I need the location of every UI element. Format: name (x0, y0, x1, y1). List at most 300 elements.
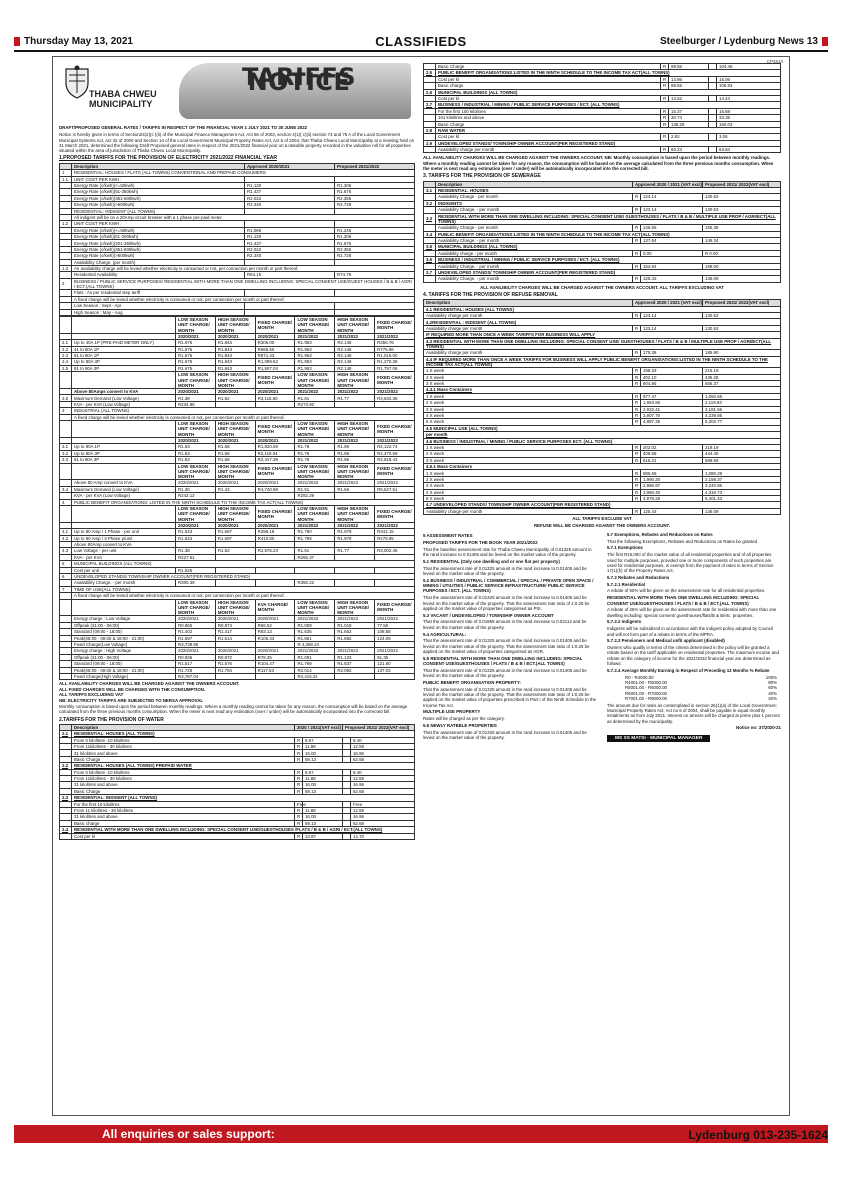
table-cell: 2020/2021 (176, 333, 216, 339)
table-cell: HIGH SEASON UNIT CHARGE/ MONTH (215, 599, 255, 616)
sewerage-note: ALL AVAILIBILITY CHARGES WILL BE CHARGED AGAINST THE OWNERS ACCOUNT. ALL TARIFFS EXCLUDING VAT (480, 284, 724, 290)
table-cell: R1.675 (176, 365, 216, 371)
table-cell: Energy Rate (c/kwh)(51-350kwh) (72, 189, 245, 195)
table-cell (60, 833, 72, 839)
table-cell: R2.092 (335, 667, 375, 673)
table-cell: 31 kilolitres and above (72, 814, 295, 820)
table-cell: 33.35 (717, 115, 781, 121)
table-cell: 130.53 (703, 207, 781, 213)
table-cell (72, 505, 176, 522)
table-cell: R0.874 (215, 622, 255, 628)
refuse-note-owner: REFUSE WILL BE CHARGED AGAINST THE OWNERS ACCOUNT. (534, 522, 670, 528)
table-cell: R1.953 (295, 359, 335, 365)
table-cell: 2.4 (60, 359, 72, 365)
table-cell: R1.861 (295, 635, 335, 641)
table-cell: R2,818.43 (375, 457, 415, 463)
table-cell: 104.46 (717, 64, 781, 70)
table-cell (245, 309, 335, 315)
sewerage-title: 3. TARIFFS FOR THE PROVISION OF SEWERAGE (423, 173, 541, 180)
table-cell: 2021/2022 (335, 648, 375, 654)
table-cell: 2021/2022 (295, 616, 335, 622)
col-head: Description (424, 300, 633, 306)
table-cell: HIGH SEASON UNIT CHARGE/ MONTH (215, 463, 255, 480)
table-cell: R1.96 (335, 457, 375, 463)
table-cell: R2.148 (335, 340, 375, 346)
rates-paragraph: That the assessment rate of 0.01958 amount in the rand increase to 0.02112 and be levied on the market value of the property. (423, 619, 587, 630)
table-cell: R2.356 (335, 195, 415, 201)
rates-paragraph: Owners who qualify in terms of the criteria determined in the policy will be granted a rebate based on the tariff applicable on residential properties. The maximum income and rebate on the category of income for the 2021/2022 financial year are determined as follows: (607, 645, 779, 667)
table-cell: 402.10 (640, 374, 702, 380)
table-cell: FIXED CHARGE/ MONTH (255, 372, 295, 389)
table-cell: Basic Charge (72, 788, 295, 794)
table-cell: 616.21 (640, 457, 702, 463)
table-cell: From 0 kilolitres -10 kilolitres (72, 769, 295, 775)
table-cell: 215.19 (703, 368, 781, 374)
table-cell: R295.18 (255, 529, 295, 535)
table-cell: 1,953.85 (640, 400, 702, 406)
table-row (60, 372, 415, 389)
table-cell: R3,738.95 (176, 641, 216, 647)
table-cell: R1.68 (215, 444, 255, 450)
table-cell: Availability charge per month (436, 147, 661, 153)
table-cell: Availability Charge. - per month (436, 237, 633, 243)
table-cell: Above 80Amps convert to KVA (72, 389, 176, 395)
electricity-title: 1.PROPOSED TARIFFS FOR THE PROVISION OF ELECTRICITY 2021/2022 FINANCIAL YEAR (59, 155, 278, 162)
table-cell: R0.936 (176, 654, 216, 660)
table-cell: 16.96 (350, 814, 414, 820)
col-head: Approved 2020/2021 (245, 163, 335, 169)
table-cell: Basic charge (72, 820, 295, 826)
table-cell: PUBLIC BENEFIT ORGANISATIONS: LISTED IN THE NINTH SCHEDULE TO THE INCOME TAX ACT(ALL TOWNS) (72, 499, 415, 505)
rebate-income: R5001.00 - R6000.00 (625, 685, 667, 691)
table-cell: 3 X week (424, 457, 633, 463)
table-cell: 130.53 (703, 313, 781, 319)
rebate-percent: 80% (768, 679, 777, 685)
table-cell: 2021/2022 (295, 437, 335, 443)
table-cell: 13.86 (669, 76, 709, 82)
table-cell: 101 kilolitres and above (436, 115, 661, 121)
table-cell: 2021/2022 (335, 480, 375, 486)
table-cell: R5,527.51 (375, 486, 415, 492)
table-cell (60, 372, 72, 389)
table-cell: 62.68 (350, 820, 414, 826)
table-cell: 106.93 (717, 83, 781, 89)
table-cell: KVA - per KVA (Low Voltage) (72, 493, 176, 499)
table-cell: 3.4 (60, 486, 72, 492)
table-cell: Maximum Demand (Low Voltage) (72, 395, 176, 401)
table-cell: 1 X week (424, 368, 633, 374)
rates-paragraph: 5.2 BUSINESS / INDUSTRIAL / COMMERCIAL / SPECIAL / PRIVATE OPEN SPACE / MINING / UTILITIES / PUBLIC SERVICE INFRASTRUCTURE/ PUBLIC SERVICE PURPOSES / ECT. (ALL TOWNS) (423, 577, 594, 594)
table-cell: R (294, 744, 302, 750)
table-cell: 2.2 (60, 763, 72, 769)
table-cell: R1.53 (176, 444, 216, 450)
rates-paragraph: 5.7.2 Rebates and Reductions (607, 574, 670, 580)
table-cell: R344.15 (375, 529, 415, 535)
table-cell: Energy Rate (c/kwh)(51-200kwh) (72, 234, 245, 240)
table-cell: 2,119.93 (703, 400, 781, 406)
rates-paragraph: 5.3 VACANT / UNDEVELOPED / TOWNSHIP OWNER ACCOUNT (423, 612, 554, 618)
table-cell: 2021/2022 (335, 437, 375, 443)
table-cell: Availability Charge. - per month (436, 263, 633, 269)
table-cell: R1.66 (335, 486, 375, 492)
table-cell: 2 X week (424, 451, 633, 457)
table-cell: 2 X week (424, 400, 633, 406)
table-cell: LOW SEASON UNIT CHARGE/ MONTH (176, 599, 216, 616)
table-cell: HIGH SEASON UNIT CHARGE/ MONTH (335, 316, 375, 333)
table-cell: Availability Charge - per month (436, 225, 633, 231)
table-cell: BUSINESS / INDUSTRIAL / MINING / PUBLIC SERVICE PURPOSES / ECT. (ALL TOWNS) (436, 257, 781, 263)
table-cell: 123.14 (640, 325, 702, 331)
table-cell: R (632, 476, 640, 482)
table-cell: Up to 80A 1P (72, 444, 176, 450)
table-cell: Energy Rate (c/kwh)(>600kwh) (72, 202, 245, 208)
table-cell: 59.13 (302, 756, 342, 762)
rates-paragraph: 5.7.2.3 Pensioners and Medical unfit applicant (disabled) (607, 638, 725, 644)
table-cell: 3.2 (60, 450, 72, 456)
table-cell: Fixed Charge(High Voltage) (72, 673, 176, 679)
table-cell: 4.4 IF REQUIRED MORE THAN ONCE A WEEK TARIFFS FOR BUSINESS WILL APPLY PUBLIC BENEFIT ORGANISATIONS:LISTED IN THE NINTH SCHEDULE TO THE INCOME TAX ACT(ALL TOWNS) (424, 356, 781, 368)
table-cell: R1.614 (215, 635, 255, 641)
table-cell: R478.95 (375, 535, 415, 541)
contact-phone: Lydenburg 013-235-1624 (688, 1128, 828, 1142)
table-cell: R1,270.39 (375, 359, 415, 365)
table-cell: 6 (60, 573, 72, 579)
table-cell: R1.953 (295, 353, 335, 359)
table-cell: R (632, 412, 640, 418)
table-cell: 1 X week (424, 393, 633, 399)
rates-paragraph: MULTIPLE USE PROPERTY (423, 709, 481, 715)
table-cell: 436.28 (703, 374, 781, 380)
table-cell: R (632, 207, 640, 213)
table-cell: R (294, 750, 302, 756)
rates-paragraph: Rates will be charged as per the category. (423, 716, 505, 722)
table-cell: R1.675 (335, 189, 415, 195)
table-cell: 977.47 (640, 393, 702, 399)
table-cell: 4.7 UNDEVELOPED STANDS/ TOWNSHIP OWNER ACCOUNT(PER REGISTERED STAND) (424, 502, 781, 508)
table-cell: Cost per kl (436, 134, 661, 140)
table-cell: 4.6 BUSINESS / INDUSTRIAL / MINING / PUBLIC SERVICE PURPOSES ECT. (ALL TOWNS) (424, 438, 781, 444)
table-cell: 8.87 (302, 769, 342, 775)
rates-paragraph: 5.4 AGRICULTURAL: (423, 631, 467, 637)
table-cell: R1.96 (335, 444, 375, 450)
table-cell (60, 309, 72, 315)
table-cell: R (661, 64, 669, 70)
rates-paragraph: Indigents will be subsidized in accordance with the indigent policy adopted by Council and will not form part of a rebate in terms of the MPRA. (607, 626, 773, 637)
table-cell: 14.70 (350, 833, 414, 839)
table-cell: 3.2 (424, 200, 436, 206)
table-cell: 123.14 (640, 313, 702, 319)
table-cell: R78.35 (255, 654, 295, 660)
table-cell: 16.00 (302, 814, 342, 820)
table-cell: 2021/2022 (295, 389, 335, 395)
table-cell: Cost per kl (436, 76, 661, 82)
table-cell: R1.525 (176, 567, 216, 573)
table-row (60, 827, 415, 833)
table-cell (72, 372, 176, 389)
table-cell: For the first 100 kilolitres (436, 108, 661, 114)
rebate-percent: 40% (768, 690, 777, 696)
table-cell: Offpeak (21:00 - 06:00) (72, 654, 176, 660)
table-cell: R1.120 (245, 182, 335, 188)
table-row (60, 833, 415, 839)
table-cell: 16.96 (350, 750, 414, 756)
table-cell: R1.697 (215, 535, 255, 541)
table-cell: R1.306 (335, 234, 415, 240)
table-cell: 4.2 (60, 535, 72, 541)
table-cell (342, 833, 350, 839)
table-cell: KVA CHARGE/ MONTH (255, 599, 295, 616)
rates-paragraph: 5.5 RESIDENTIAL WITH MORE THAN ONE DWELLING INCLUDING: SPECIAL CONSENT USE/GUESTHOUSES / FLATS / B & B / ECT.(ALL TOWNS) (423, 655, 583, 667)
table-cell: R (632, 444, 640, 450)
table-cell: 7 (60, 586, 72, 592)
table-cell: LOW SEASON UNIT CHARGE/ MONTH (176, 316, 216, 333)
table-cell: 2,986.97 (640, 483, 702, 489)
table-cell: 81 to 80A 1P (72, 353, 176, 359)
table-cell: R1.652 (335, 629, 375, 635)
table-cell: 1.1 (60, 176, 72, 182)
table-cell: R1.38 (176, 395, 216, 401)
electricity-notes (59, 681, 415, 715)
table-cell: KVA - per KVA (Low Voltage) (72, 401, 176, 407)
table-cell: R (632, 237, 640, 243)
table-cell: R93.13 (255, 629, 295, 635)
table-cell: R1.53 (176, 450, 216, 456)
table-cell: 1,990.20 (640, 476, 702, 482)
table-cell: 2,159.37 (703, 476, 781, 482)
table-cell: 12.59 (350, 776, 414, 782)
table-cell: 2020/2021 (176, 616, 216, 622)
table-cell: Above 80 Amp convert to KVA (72, 480, 176, 486)
table-cell: R1.543 (176, 535, 216, 541)
table-cell (60, 599, 72, 616)
table-cell: FIXED CHARGE/ MONTH (255, 505, 295, 522)
table-cell: 3 X week (424, 406, 633, 412)
table-cell: 2020/2021 (176, 437, 216, 443)
table-cell: Cost per unit (72, 567, 176, 573)
table-cell: R (632, 393, 640, 399)
table-cell: 2021/2022 (375, 437, 415, 443)
table-cell: BUSINESS / INDUSTRIAL / MINING / PUBLIC SERVICE PURPOSES / ECT. (ALL TOWNS) (436, 102, 781, 108)
table-cell: RESIDENTIAL: HOUSES (ALL TOWNS) (72, 731, 415, 737)
rates-paragraph: PUBLIC BENEFIT ORGANISATION PROPERTY: (423, 679, 521, 685)
table-cell: R2.728 (335, 202, 415, 208)
table-cell: Standard (09:00 - 18:00) (72, 629, 176, 635)
table-cell: R 4,359.24 (295, 641, 335, 647)
table-cell: Free (294, 801, 302, 807)
municipality-crest-icon (63, 65, 91, 99)
rates-paragraph: That the assessment rate of 0.01325 amount in the rand increase to 0.01405 and be levied on the market value of the property. (423, 667, 587, 679)
table-cell: Availability Charge. (per month) (72, 259, 245, 265)
table-cell: R4,740.98 (255, 486, 295, 492)
col-head: Proposed 2021/ 2022(VAT excl) (703, 181, 781, 187)
table-cell: R306.00 (255, 340, 295, 346)
table-cell (255, 673, 295, 679)
table-cell: UNIT COST PER KWH : (72, 221, 245, 227)
table-cell: 656.37 (703, 381, 781, 387)
table-cell: R2,122.74 (375, 444, 415, 450)
rates-paragraph: A rebate of 25% will be given on the assessment rate for residential with more than one dwelling including: special consent/ guesthouses/flats/B & B/etc. properties. (607, 607, 777, 618)
table-cell: 2021/2022 (335, 522, 375, 528)
table-cell: BUSINESS / PUBLIC SERVICE PURPOSES/ RESIDENTIAL WITH MORE THAN ONE DWELLING INCLUDING: SPECIAL CONSENT USE/GUEST HOUSES / B & B / AGRI / ECT.(ALL TOWNS) (72, 278, 415, 290)
table-cell: R (632, 325, 640, 331)
table-cell: R1.675 (176, 340, 216, 346)
table-cell: 2.1 (60, 340, 72, 346)
table-cell: 2020/2021 (215, 333, 255, 339)
table-cell: R1.837 (335, 661, 375, 667)
rates-paragraph: That the assessment rate of 0.01325 amount in the rand increase to 0.01405 and be levied on the market value of the property. That the assessment rate ratio of 1:0.25 be applied on the market value of properties prescribed in Part I of the Ninth Schedule to the Income Tax Act. (423, 686, 597, 708)
rates-paragraph: 5.7 Exemptions, Rebates and Reductions on Rates (607, 531, 713, 537)
table-cell: 9.40 (350, 737, 414, 743)
table-row (424, 338, 781, 350)
table-cell: R (632, 368, 640, 374)
table-cell: 136.09 (703, 276, 781, 282)
table-cell (72, 463, 176, 480)
table-cell: 9.40 (350, 769, 414, 775)
table-cell (335, 673, 375, 679)
table-cell: 125.43 (640, 508, 702, 514)
table-cell: R (294, 833, 302, 839)
table-cell: 2021/2022 (375, 616, 415, 622)
table-cell: R1.437 (245, 240, 335, 246)
table-cell: For the first 10 kilolitres (72, 801, 295, 807)
table-cell: 198.33 (640, 368, 702, 374)
table-cell: R (632, 400, 640, 406)
table-cell: R (632, 470, 640, 476)
table-cell: UNDEVELOPED STANDS/ TOWNSHIP OWNER ACCOUNT(PER REGISTERED STAND) (436, 269, 781, 275)
table-cell: R104.47 (255, 661, 295, 667)
table-cell: R1.953 (295, 346, 335, 352)
table-cell: FIXED CHARGE/ MONTH (375, 372, 415, 389)
table-cell: MUNICIPAL BUILDINGS (ALL TOWNS) (72, 561, 415, 567)
table-cell: R2.148 (335, 353, 375, 359)
table-cell: 2020/2021 (255, 648, 295, 654)
table-cell: 3.06 (717, 134, 781, 140)
table-cell: R282.29 (295, 493, 335, 499)
issue-date: Thursday May 13, 2021 (24, 36, 133, 47)
table-cell: R1.008 (295, 622, 335, 628)
table-cell: FIXED CHARGE/ MONTH (255, 421, 295, 438)
table-cell: 4,887.35 (640, 419, 702, 425)
table-cell: 202.02 (640, 444, 702, 450)
enquiries-label: All enquiries or sales support: (102, 1127, 275, 1141)
table-cell: R (661, 115, 669, 121)
table-cell: KVA - per KVA (72, 554, 176, 560)
table-cell: RAW WATER (436, 127, 781, 133)
table-cell: R1.53 (176, 457, 216, 463)
table-cell: R2.022 (245, 195, 335, 201)
table-cell: R1.402 (176, 629, 216, 635)
sewerage-table (423, 181, 781, 283)
table-cell (60, 463, 72, 480)
table-cell: R1.953 (295, 340, 335, 346)
table-cell: LOW SEASON UNIT CHARGE/ MONTH (176, 372, 216, 389)
table-cell: R1.843 (215, 359, 255, 365)
rates-paragraph: RESIDENTIAL WITH MORE THAN ONE DWELLING INCLUDING: SPECIAL CONSENT USE/GUESTHOUSES / FLATS / B & B / ECT.(ALL TOWNS) (607, 595, 760, 606)
table-cell: INDUSTRIAL (ALL TOWNS) (72, 408, 415, 414)
left-column (59, 63, 415, 840)
table-cell: A fixed charge will be levied whether electricity is consumed or not, per connection per month or part thereof. (72, 414, 415, 420)
table-cell: 1 (60, 170, 72, 176)
table-cell: 604.95 (640, 381, 702, 387)
table-cell: R0.972 (215, 654, 255, 660)
table-cell (424, 276, 436, 282)
table-cell: 15.37 (669, 108, 709, 114)
table-cell: 3,181.66 (703, 406, 781, 412)
table-cell: 3.3 (60, 457, 72, 463)
table-cell: R1.019 (335, 622, 375, 628)
table-cell: 130.53 (703, 194, 781, 200)
table-cell: R (294, 782, 302, 788)
table-cell: R1.790 (295, 529, 335, 535)
table-cell: UNIT COST PER KWH : (72, 176, 245, 182)
table-cell (335, 309, 415, 315)
col-head: 2020 / 2021(VAT excl) (294, 724, 342, 730)
table-cell: 3.5 (424, 244, 436, 250)
table-cell: 154.84 (640, 263, 702, 269)
table-cell: R (632, 374, 640, 380)
table-cell: 3 X week (424, 381, 633, 387)
table-cell: R1.675 (176, 353, 216, 359)
table-cell (60, 505, 72, 522)
table-cell: R (294, 776, 302, 782)
table-cell: 2020/2021 (176, 389, 216, 395)
table-cell: R (632, 381, 640, 387)
table-cell: LOW SEASON UNIT CHARGE/ MONTH (176, 463, 216, 480)
table-cell: R1.68 (215, 450, 255, 456)
notice-code: CP4610 (766, 59, 783, 64)
table-cell: R1.769 (295, 661, 335, 667)
table-cell: R2.356 (335, 246, 415, 252)
table-cell: 2020/2021 (215, 616, 255, 622)
table-cell: 41 to 80A 1P (72, 346, 176, 352)
table-cell: 15.06 (717, 76, 781, 82)
table-cell: R106.43 (255, 635, 295, 641)
table-cell: R775.96 (375, 346, 415, 352)
table-cell: R (661, 108, 669, 114)
table-cell: Energy Rate (c/kwh)(201-350kwh) (72, 240, 245, 246)
table-cell: R2.014 (295, 667, 335, 673)
table-cell: R1.953 (295, 365, 335, 371)
table-cell: R3,115.50 (255, 395, 295, 401)
table-cell: 5 X week (424, 419, 633, 425)
table-cell: 4 X week (424, 412, 633, 418)
table-row (424, 508, 781, 514)
table-cell: 5,302.77 (703, 419, 781, 425)
table-cell: Basic Charge (436, 64, 661, 70)
table-row (424, 147, 781, 153)
table-cell: R (632, 225, 640, 231)
table-cell: 219.19 (703, 444, 781, 450)
table-cell: 30.74 (669, 115, 709, 121)
table-cell: 2 X week (424, 374, 633, 380)
table-cell: 31 kilolitres and above (72, 750, 295, 756)
table-cell: 3.6 (424, 257, 436, 263)
table-cell: Basic Charge (436, 121, 661, 127)
table-cell: Peak(06:00 - 09:00 & 18:00 - 21:00) (72, 667, 176, 673)
table-cell: From 11kilolitres - 30 kilolitres (72, 776, 295, 782)
table-cell: R1.306 (335, 182, 415, 188)
table-cell: per month (424, 432, 781, 438)
table-cell: 2.5 (60, 365, 72, 371)
table-cell: R300.39 (176, 580, 216, 586)
table-row (424, 276, 781, 282)
table-cell: R3,632.36 (375, 395, 415, 401)
table-cell: 2021/2022 (375, 648, 415, 654)
table-cell: 2020/2021 (215, 480, 255, 486)
table-cell: 8.87 (302, 737, 342, 743)
table-cell: From 11 kilolitres - 30 kilolitres (72, 807, 295, 813)
table-cell: An availability charge will be levied whether electricity is consumed or not, per connection per month or part thereof. (72, 266, 415, 272)
